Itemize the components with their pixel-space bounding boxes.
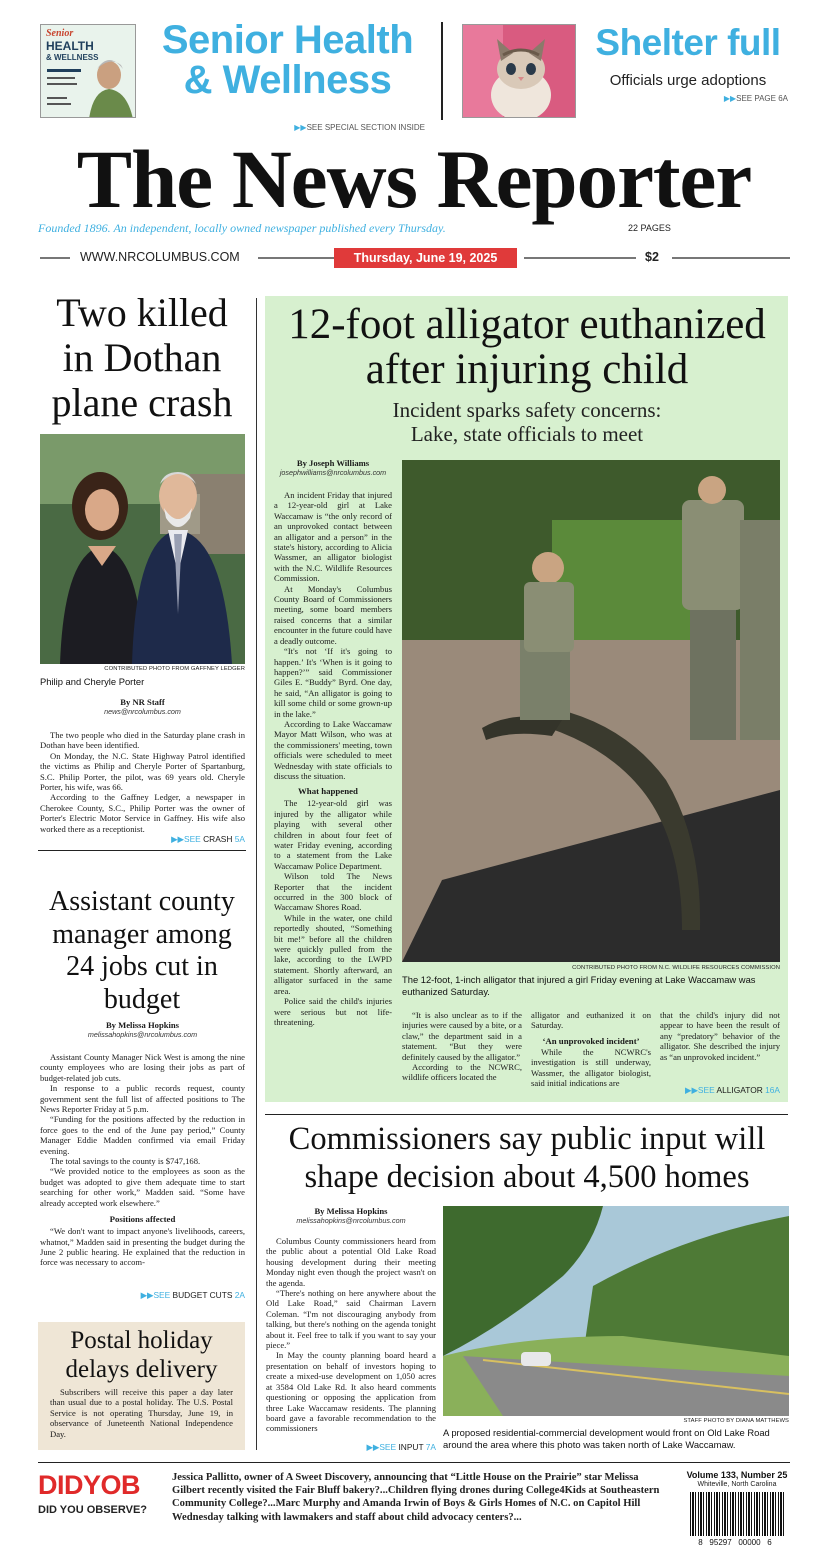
gator-body-col2 (402, 1010, 522, 1100)
gator-byline-email: josephwilliams@nrcolumbus.com (279, 468, 387, 477)
homes-paragraph: Columbus County commissioners heard from the public about a potential Old Lake Road housing development during their meeting Monday night even though the project wasn't on the agenda. (266, 1236, 436, 1288)
left-section-rule (38, 850, 246, 851)
budget-subhead: Positions affected (109, 1214, 176, 1225)
promo-cover-subtitle: & WELLNESS (46, 53, 99, 62)
gator-paragraph: Wilson told The News Reporter that the incident occurred in the 300 block of Waccamaw Shores Road. (274, 871, 392, 913)
promo-cover-kicker: Senior (46, 28, 74, 39)
didyob-title[interactable]: DIDYOB (38, 1470, 141, 1500)
homes-photo-credit: STAFF PHOTO BY DIANA MATTHEWS (683, 1418, 789, 1424)
plane-byline-email: news@nrcolumbus.com (104, 707, 181, 716)
gator-paragraph: that the child's injury did not appear to have been the result of any “predatory” behavior of the alligator. She described the injury as “an unprovoked incident.” (660, 1010, 780, 1062)
masthead-title[interactable]: The News Reporter (76, 133, 752, 225)
plane-photo-caption: Philip and Cheryle Porter (40, 676, 145, 687)
masthead-tagline: Founded 1896. An independent, locally owned newspaper published every Thursday. (38, 221, 446, 235)
gator-photo-caption: The 12-foot, 1-inch alligator that injured a girl Friday evening at Lake Waccamaw was euthanized Saturday. (402, 974, 756, 997)
jump-word: INPUT (398, 1442, 424, 1452)
barcode-digits: 8 95297 00000 6 (698, 1538, 772, 1547)
homes-photo[interactable] (443, 1206, 789, 1416)
alligator-photo-icon (402, 460, 780, 962)
barcode (690, 1492, 786, 1536)
budget-paragraph: In response to a public records request, county government sent the full list of affected positions to The News Reporter Friday at 5 p.m. (40, 1083, 245, 1115)
masthead-price: $2 (645, 250, 659, 264)
budget-paragraph: “Funding for the positions affected by the reduction in force goes to the end of the June pay period,” County Manager Eddie Madden confirmed via email Friday evening. (40, 1114, 245, 1156)
issue-volume: Volume 133, Number 25 (686, 1470, 788, 1480)
plane-jump-link[interactable] (40, 834, 245, 844)
plane-photo-credit: CONTRIBUTED PHOTO FROM GAFFNEY LEDGER (104, 666, 245, 672)
promo-shelter-jump[interactable] (640, 94, 788, 103)
promo-kitten-photo[interactable] (462, 24, 576, 118)
issue-city: Whiteville, North Carolina (697, 1481, 777, 1488)
gator-paragraph: The 12-year-old girl was injured by the alligator while playing with several other children in about four feet of water Friday evening, according to a statement from the Lake Waccamaw Police Department. (274, 798, 392, 871)
promo-senior-title[interactable] (150, 20, 425, 100)
homes-jump-link[interactable] (266, 1442, 436, 1452)
gator-byline-name: By Joseph Williams (296, 458, 370, 468)
road-photo-icon (443, 1206, 789, 1416)
plane-byline (40, 697, 245, 716)
didyob-subtitle: DID YOU OBSERVE? (38, 1504, 148, 1516)
masthead-website[interactable]: WWW.NRCOLUMBUS.COM (80, 250, 240, 264)
homes-body (266, 1236, 436, 1441)
gator-paragraph: According to Lake Waccamaw Mayor Matt Wilson, who was at the commissioners' meeting, town officials were scheduled to meet Wednesday with state officials to discuss the situation. (274, 718, 392, 781)
gator-deck-line2: Lake, state officials to meet (410, 422, 644, 446)
budget-headline[interactable]: Assistant county manager among 24 jobs cut in budget (49, 886, 235, 1015)
budget-body (40, 1052, 245, 1284)
promo-shelter-subtitle: Officials urge adoptions (609, 72, 767, 89)
jump-page: 5A (234, 834, 245, 844)
postal-headline[interactable]: Postal holiday delays delivery (65, 1327, 218, 1383)
gator-paragraph: An incident Friday that injured a 12-year-old girl at Lake Waccamaw is “the only record of an unprovoked contact between an alligator and a person” in the state's history, according to Alicia Wassmer, an alligator biologist with the N.C. Wildlife Resources Commission. (274, 490, 392, 584)
promo-shelter-title[interactable]: Shelter full (595, 22, 781, 63)
gator-photo-credit: CONTRIBUTED PHOTO FROM N.C. WILDLIFE RESOURCES COMMISSION (572, 965, 780, 971)
promo-cover-portrait (41, 25, 136, 118)
plane-paragraph: According to the Gaffney Ledger, a newspaper in Cherokee County, S.C., Philip Porter was the owner of Porter's Electric Motor Service in Gaffney. His wife also worked there as a receptionist. (40, 792, 245, 834)
plane-body (40, 730, 245, 834)
postal-box (38, 1322, 245, 1450)
gator-deck (272, 398, 782, 446)
homes-headline-line1: Commissioners say public input will (288, 1121, 766, 1157)
postal-text: Subscribers will receive this paper a day later than usual due to a postal holiday. The U.S. Postal Service is not operating Thursday, June 19, in observance of Juneteenth National Independence Day. (50, 1387, 233, 1439)
plane-photo[interactable] (40, 434, 245, 664)
gator-paragraph: “It is also unclear as to if the injuries were caused by a bite, or a claw,” the department said in a statement. “But they were definitely caused by the alligator.” (402, 1010, 522, 1062)
homes-paragraph: In May the county planning board heard a presentation on behalf of investors hoping to create a mixed-use development on 1,050 acres at 3584 Old Lake Rd. It also heard comments questioning or opposing the application from three Lake Waccamaw residents. The planning board gave a favorable recommendation to the commissioners (266, 1350, 436, 1434)
jump-arrows-icon: ▶▶ (140, 1290, 154, 1300)
promo-divider (441, 22, 443, 120)
budget-paragraph: “We don't want to impact anyone's livelihoods, careers, whatnot,” Madden said in presenting the budget during the June 2 public hearing. He explained that the reduction in force was necessary to accom- (40, 1226, 245, 1268)
jump-word: ALLIGATOR (716, 1085, 763, 1095)
gator-paragraph: Police said the child's injuries were serious but not life-threatening. (274, 996, 392, 1027)
jump-see: SEE (153, 1290, 171, 1300)
masthead-date: Thursday, June 19, 2025 (334, 248, 517, 268)
dateline-rule-left-a (40, 257, 70, 259)
plane-headline[interactable]: Two killed in Dothan plane crash (51, 290, 233, 425)
homes-byline-name: By Melissa Hopkins (314, 1206, 388, 1216)
jump-page: 16A (765, 1085, 780, 1095)
jump-see: SEE (184, 834, 201, 844)
budget-byline-email: melissahopkins@nrcolumbus.com (87, 1030, 198, 1039)
gator-paragraph: While the NCWRC's investigation is still underway, Wassmer, the alligator biologist, said initial indications are (531, 1046, 651, 1089)
budget-byline-name: By Melissa Hopkins (105, 1020, 180, 1030)
jump-see: SEE (697, 1085, 715, 1095)
budget-jump-link[interactable] (40, 1290, 245, 1300)
homes-paragraph: “There's nothing on here anywhere about the Old Lake Road,” said Chairman Lavern Coleman. “I'm not discouraging anybody from talking, but there's nothing on the agenda tonight about it. Feel free to talk if you want to say your piece.” (266, 1288, 436, 1351)
gator-headline[interactable]: 12-foot alligator euthanized after injuring child (288, 301, 766, 393)
gator-paragraph: While in the water, one child reportedly shouted, “Something bit me!” before all the children were quickly pulled from the lake, according to the LWPD statement. Shortly afterward, an alligator surfaced in the same area. (274, 912, 392, 996)
jump-word: CRASH (203, 834, 233, 844)
gator-body-col4 (660, 1010, 780, 1080)
budget-byline (40, 1020, 245, 1039)
gator-subhead-unprovoked: ‘An unprovoked incident’ (542, 1035, 640, 1046)
homes-headline-line2: shape decision about 4,500 homes (304, 1159, 750, 1195)
homes-photo-caption: A proposed residential-commercial development would front on Old Lake Road around the area where this photo was taken north of Lake Waccamaw. (443, 1427, 770, 1450)
gator-deck-line1: Incident sparks safety concerns: (392, 398, 662, 422)
jump-see: SEE (379, 1442, 397, 1452)
jump-page: 2A (234, 1290, 245, 1300)
promo-senior-arrows-icon: ▶▶ (294, 123, 307, 132)
plane-paragraph: The two people who died in the Saturday plane crash in Dothan have been identified. (40, 730, 245, 751)
promo-cover-title: HEALTH (46, 39, 94, 53)
promo-shelter-arrows-icon: ▶▶ (723, 94, 737, 103)
kitten-icon (463, 25, 576, 118)
gator-jump-link[interactable] (660, 1085, 780, 1095)
gator-body-col3 (531, 1010, 651, 1100)
gator-paragraph: alligator and euthanized it on Saturday. (531, 1010, 651, 1031)
jump-word: BUDGET CUTS (172, 1290, 233, 1300)
promo-senior-jump[interactable] (200, 123, 425, 132)
dateline-rule-left-b (258, 257, 334, 259)
left-column-divider (256, 298, 257, 1450)
footer-rule (38, 1462, 790, 1463)
gator-paragraph: At Monday's Columbus County Board of Commissioners meeting, some board members raised concerns that a similar encounter in the future could have a deadly outcome. (274, 583, 392, 646)
budget-paragraph: “We provided notice to the employees as soon as the budget was adopted to give them adequate time to start searching for other work,” Madden said. “Some have already accepted work elsewhere.” (40, 1166, 245, 1208)
plane-byline-name: By NR Staff (120, 697, 165, 707)
homes-byline-email: melissahopkins@nrcolumbus.com (296, 1216, 406, 1225)
jump-page: 7A (425, 1442, 436, 1452)
plane-paragraph: On Monday, the N.C. State Highway Patrol identified the victims as Philip and Cheryle Porter of Spartanburg, S.C. Philip Porter, the pilot, was 69 years old. Cheryle Porter, his wife, was 66. (40, 750, 245, 793)
budget-paragraph: Assistant County Manager Nick West is among the nine county employees who are losing their jobs as part of budget-related job cuts. (40, 1052, 245, 1083)
gator-byline (272, 458, 394, 477)
gator-paragraph: “It's not ‘If it's going to happen.’ It's ‘When is it going to happen?’” said Commissioner Giles E. “Buddy” Byrd. One day, he said, “An alligator is going to kill some child or some grown-up in the lake.” (274, 646, 392, 719)
gator-subhead-what-happened: What happened (298, 786, 358, 797)
gator-paragraph: According to the NCWRC, wildlife officers located the (402, 1062, 522, 1083)
jump-arrows-icon: ▶▶ (171, 834, 184, 844)
gator-photo[interactable] (402, 460, 780, 962)
dateline-rule-right-b (672, 257, 790, 259)
promo-senior-jump-text: SEE SPECIAL SECTION INSIDE (306, 123, 425, 132)
homes-byline (266, 1206, 436, 1225)
jump-arrows-icon: ▶▶ (366, 1442, 380, 1452)
promo-senior-title-line1: Senior Health (161, 18, 414, 62)
couple-photo-icon (40, 434, 245, 664)
budget-paragraph: The total savings to the county is $747,168. (50, 1156, 201, 1167)
homes-headline[interactable] (262, 1120, 792, 1196)
promo-senior-title-line2: & Wellness (183, 58, 392, 102)
homes-top-rule (265, 1114, 788, 1115)
gator-body-col1 (274, 490, 392, 1094)
promo-senior-cover[interactable] (40, 24, 136, 118)
masthead-page-count: 22 PAGES (628, 223, 671, 233)
promo-shelter-jump-text: SEE PAGE 6A (736, 94, 788, 103)
didyob-text: Jessica Pallitto, owner of A Sweet Discovery, announcing that “Little House on the Prairie” star Melissa Gilbert recently visited the Fair Bluff bakery?...Children flying drones during College4Kids at Southeastern Community College?...Marc Murphy and Amanda Irwin of Boys & Girls Homes of N.C. on Capitol Hill Wednesday talking with lawmakers and staff about child advocacy centers?... (172, 1472, 660, 1523)
jump-arrows-icon: ▶▶ (685, 1085, 698, 1095)
dateline-rule-right-a (524, 257, 636, 259)
